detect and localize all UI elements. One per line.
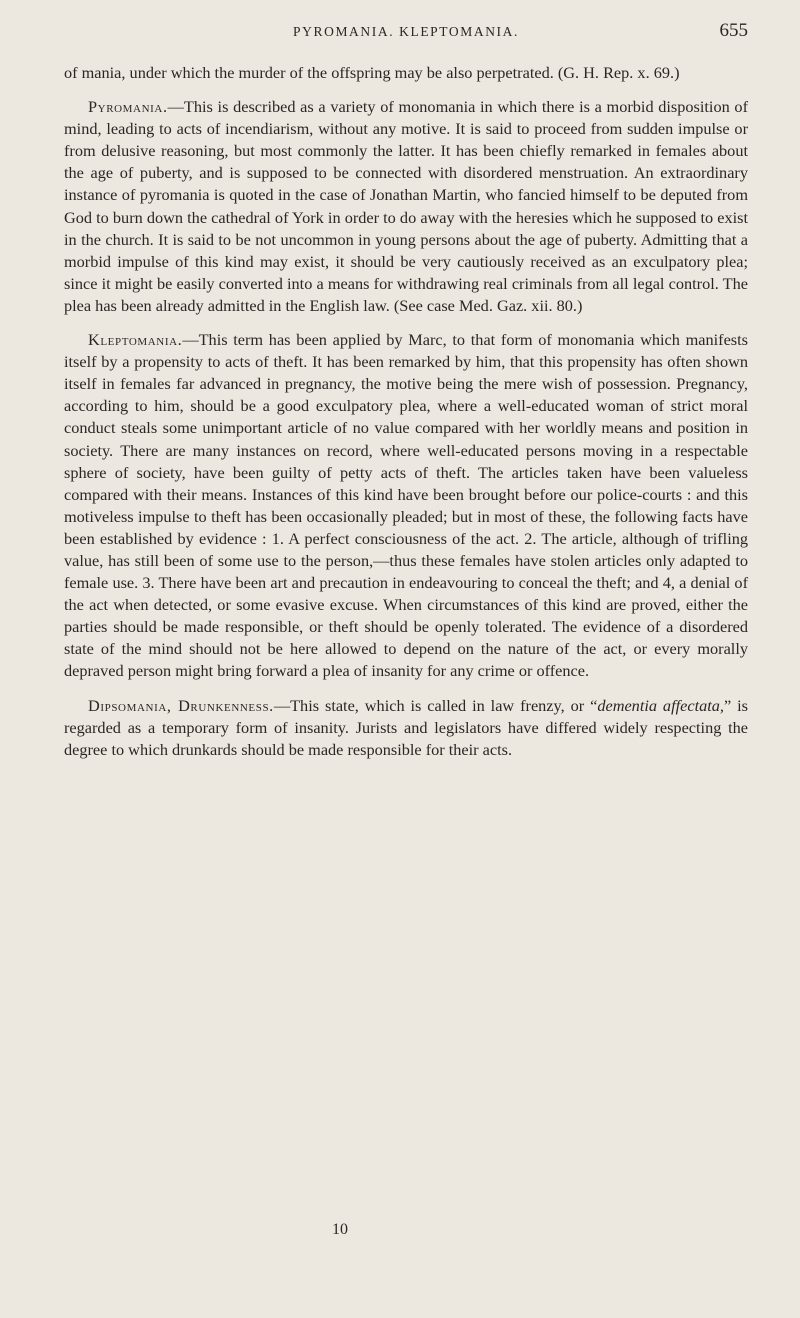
body-text xyxy=(64,62,748,761)
section-heading-dipsomania: Dipsomania, Drunkenness. xyxy=(88,695,274,715)
book-page xyxy=(64,14,748,761)
paragraph-continuation xyxy=(64,62,748,84)
paragraph-text: —This is described as a variety of monomania in which there is a morbid disposition of mind, leading to acts of incendiarism, without any motive. It is said to proceed from sudden impulse or from delusive reasoning, but most commonly the latter. It has been chiefly remarked in females about the age of puberty, and is supposed to be connected with disordered menstruation. An extraordinary instance of pyromania is quoted in the case of Jonathan Martin, who fancied himself to be deputed from God to burn down the cathedral of York in order to do away with the heresies which he supposed to exist in the church. It is said to be not uncommon in young persons about the age of puberty. Admitting that a morbid impulse of this kind may exist, it should be very cautiously received as an exculpatory plea; since it might be easily converted into a means for withdrawing real criminals from all legal control. The plea has been already admitted in the English law. (See case Med. Gaz. xii. 80.) xyxy=(64,97,748,315)
running-head xyxy=(64,14,748,48)
signature-mark: 10 xyxy=(332,1221,348,1238)
page-number: 655 xyxy=(719,20,748,41)
paragraph-dipsomania xyxy=(64,695,748,761)
running-title: PYROMANIA. KLEPTOMANIA. xyxy=(293,24,519,39)
paragraph-kleptomania xyxy=(64,329,748,683)
section-heading-pyromania: Pyromania. xyxy=(88,97,168,117)
paragraph-text: —This state, which is called in law frenzy, or “ xyxy=(273,695,598,715)
paragraph-text: ” is regarded as a temporary form of insanity. Jurists and legislators have differed widely respecting the degree to which drunkards should be made responsible for their acts. xyxy=(64,695,748,759)
paragraph-text: of mania, under which the murder of the offspring may be also perpetrated. (G. H. Rep. x. 69.) xyxy=(64,63,680,82)
section-heading-kleptomania: Kleptomania. xyxy=(88,330,183,350)
latin-phrase: dementia affectata, xyxy=(597,695,724,715)
paragraph-text: —This term has been applied by Marc, to that form of monomania which manifests itself by a propensity to acts of theft. It has been remarked by him, that this propensity has often shown itself in females far advanced in pregnancy, the motive being the mere wish of possession. Pregnancy, according to him, should be a good exculpatory plea, where a well-educated woman of strict moral conduct steals some unimportant article of no value compared with her worldly means and position in society. There are many instances on record, where well-educated persons moving in a respectable sphere of society, have been guilty of petty acts of theft. The articles taken have been valueless compared with their means. Instances of this kind have been brought before our police-courts : and this motiveless impulse to theft has been occasionally pleaded; but in most of these, the following facts have been established by evidence : 1. A perfect consciousness of the act. 2. The article, although of trifling value, has still been of some use to the person,—thus these females have stolen articles only adapted to female use. 3. There have been art and precaution in endeavouring to conceal the theft; and 4, a denial of the act when detected, or some evasive excuse. When circumstances of this kind are proved, either the parties should be made responsible, or theft should be openly tolerated. The evidence of a disordered state of the mind should not be here allowed to depend on the nature of the act, or every morally depraved person might bring forward a plea of insanity for any crime or offence. xyxy=(64,330,748,681)
paragraph-pyromania xyxy=(64,96,748,317)
